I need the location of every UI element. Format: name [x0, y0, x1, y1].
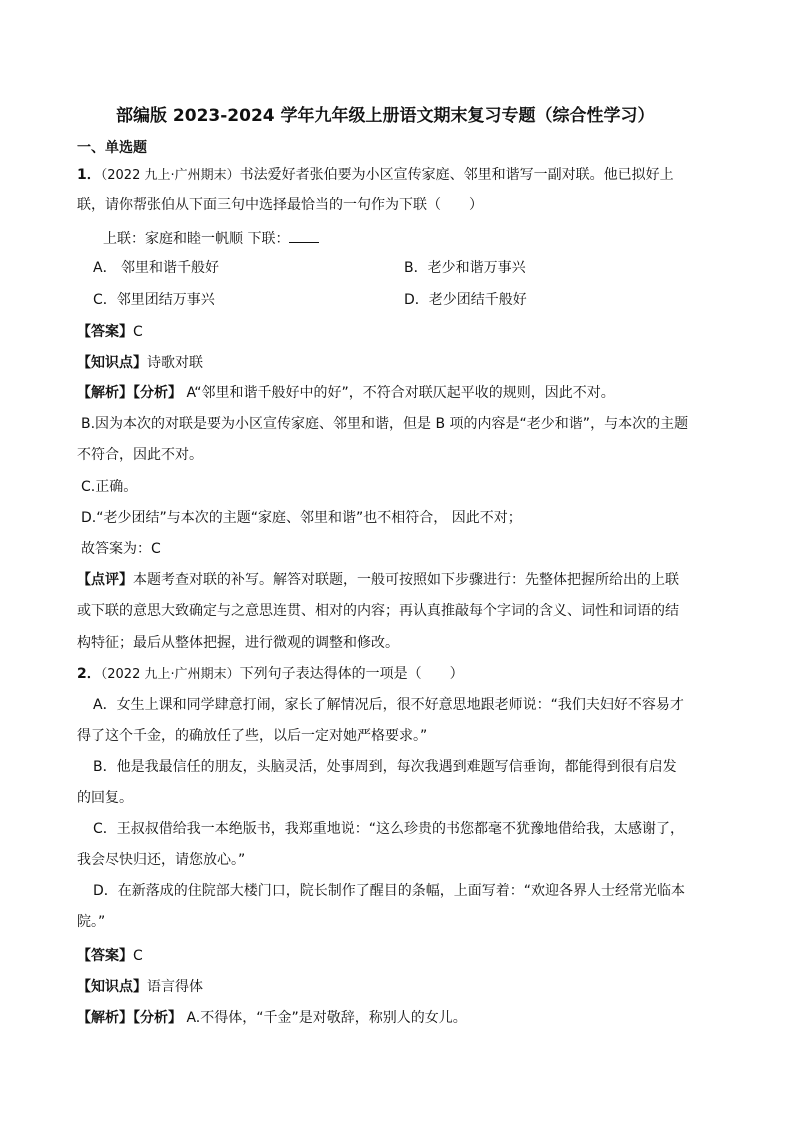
q1-knowledge-value: 诗歌对联	[147, 355, 203, 371]
q2-option-b-line-1: B．他是我最信任的朋友，头脑灵活，处事周到，每次我遇到难题写信垂询，都能得到很有启发	[93, 759, 677, 775]
q1-analysis-a-text: A“邻里和谐千般好中的好”，不符合对联仄起平收的规则，因此不对。	[182, 385, 615, 401]
q1-answer	[77, 322, 143, 342]
q2-option-d-line-2: 院。”	[77, 914, 106, 930]
q1-option-d: D．老少团结千般好	[404, 292, 527, 308]
q1-answer-blank	[289, 228, 319, 243]
q1-number: 1．	[77, 167, 101, 183]
q2-option-a-line-1: A．女生上课和同学肆意打闹，家长了解情况后，很不好意思地跟老师说：“我们夫妇好不容易才	[93, 697, 684, 713]
q1-answer-label: 【答案】	[77, 324, 133, 340]
q2-answer-label: 【答案】	[77, 948, 133, 964]
q2-knowledge-value: 语言得体	[147, 979, 203, 995]
q1-couplet-text: 上联：家庭和睦一帆顺 下联：	[103, 231, 290, 247]
q2-number: 2．	[77, 666, 101, 682]
document-title: 部编版 2023-2024 学年九年级上册语文期末复习专题（综合性学习）	[116, 106, 655, 126]
q1-comment-label: 【点评】	[77, 572, 133, 588]
q1-knowledge	[77, 353, 203, 373]
q1-stem-text: 书法爱好者张伯要为小区宣传家庭、邻里和谐写一副对联。他已拟好上	[239, 167, 674, 183]
q1-analysis-b-line-1: B.因为本次的对联是要为小区宣传家庭、邻里和谐，但是 B 项的内容是“老少和谐”，与本次的主题	[81, 416, 689, 432]
q2-option-d-line-1: D．在新落成的住院部大楼门口，院长制作了醒目的条幅，上面写着：“欢迎各界人士经常光临本	[93, 883, 686, 899]
q1-option-c: C．邻里团结万事兴	[93, 292, 215, 308]
q1-stem-line-1	[77, 165, 674, 186]
q1-couplet-line	[103, 228, 319, 249]
q2-source: （2022 九上·广州期末）	[100, 667, 240, 682]
q1-source: （2022 九上·广州期末）	[100, 168, 240, 183]
q1-comment-line-1	[77, 570, 679, 590]
q1-final-answer: 故答案为：C	[81, 541, 161, 557]
q1-analysis-a	[77, 383, 615, 403]
q1-option-b: B．老少和谐万事兴	[404, 260, 526, 276]
q1-analysis-b-line-2: 不符合，因此不对。	[77, 447, 203, 463]
q2-answer	[77, 946, 143, 966]
q1-knowledge-label: 【知识点】	[77, 355, 147, 371]
q2-stem	[77, 664, 464, 685]
q2-option-b-line-2: 的回复。	[77, 790, 133, 806]
q1-comment-line-3: 构特征；最后从整体把握，进行微观的调整和修改。	[77, 635, 399, 651]
q2-analysis-a	[77, 1008, 467, 1028]
q1-stem-line-2: 联，请你帮张伯从下面三句中选择最恰当的一句作为下联（ ）	[77, 197, 483, 213]
q1-analysis-d: D.“老少团结”与本次的主题“家庭、邻里和谐”也不相符合， 因此不对；	[81, 510, 522, 526]
q1-answer-value: C	[133, 324, 143, 340]
q1-analysis-label: 【解析】【分析】	[77, 385, 182, 401]
q2-analysis-label: 【解析】【分析】	[77, 1010, 182, 1026]
q2-option-c-line-1: C．王叔叔借给我一本绝版书，我郑重地说：“这么珍贵的书您都毫不犹豫地借给我，太感谢了，	[93, 821, 685, 837]
q2-knowledge	[77, 977, 203, 997]
q2-knowledge-label: 【知识点】	[77, 979, 147, 995]
q2-option-c-line-2: 我会尽快归还，请您放心。”	[77, 852, 246, 868]
q1-comment-text-1: 本题考查对联的补写。解答对联题，一般可按照如下步骤进行：先整体把握所给出的上联	[133, 572, 679, 588]
q1-comment-line-2: 或下联的意思大致确定与之意思连贯、相对的内容；再认真推敲每个字词的含义、词性和词语的结	[77, 603, 679, 619]
q2-answer-value: C	[133, 948, 143, 964]
q1-option-a: A． 邻里和谐千般好	[93, 260, 220, 276]
q1-analysis-c: C.正确。	[81, 479, 138, 495]
q2-analysis-a-text: A.不得体，“千金”是对敬辞，称别人的女儿。	[182, 1010, 467, 1026]
q2-option-a-line-2: 得了这个千金，的确放任了些，以后一定对她严格要求。”	[77, 728, 428, 744]
q2-stem-text: 下列句子表达得体的一项是（ ）	[239, 666, 464, 682]
section-heading: 一、单选题	[77, 140, 147, 156]
